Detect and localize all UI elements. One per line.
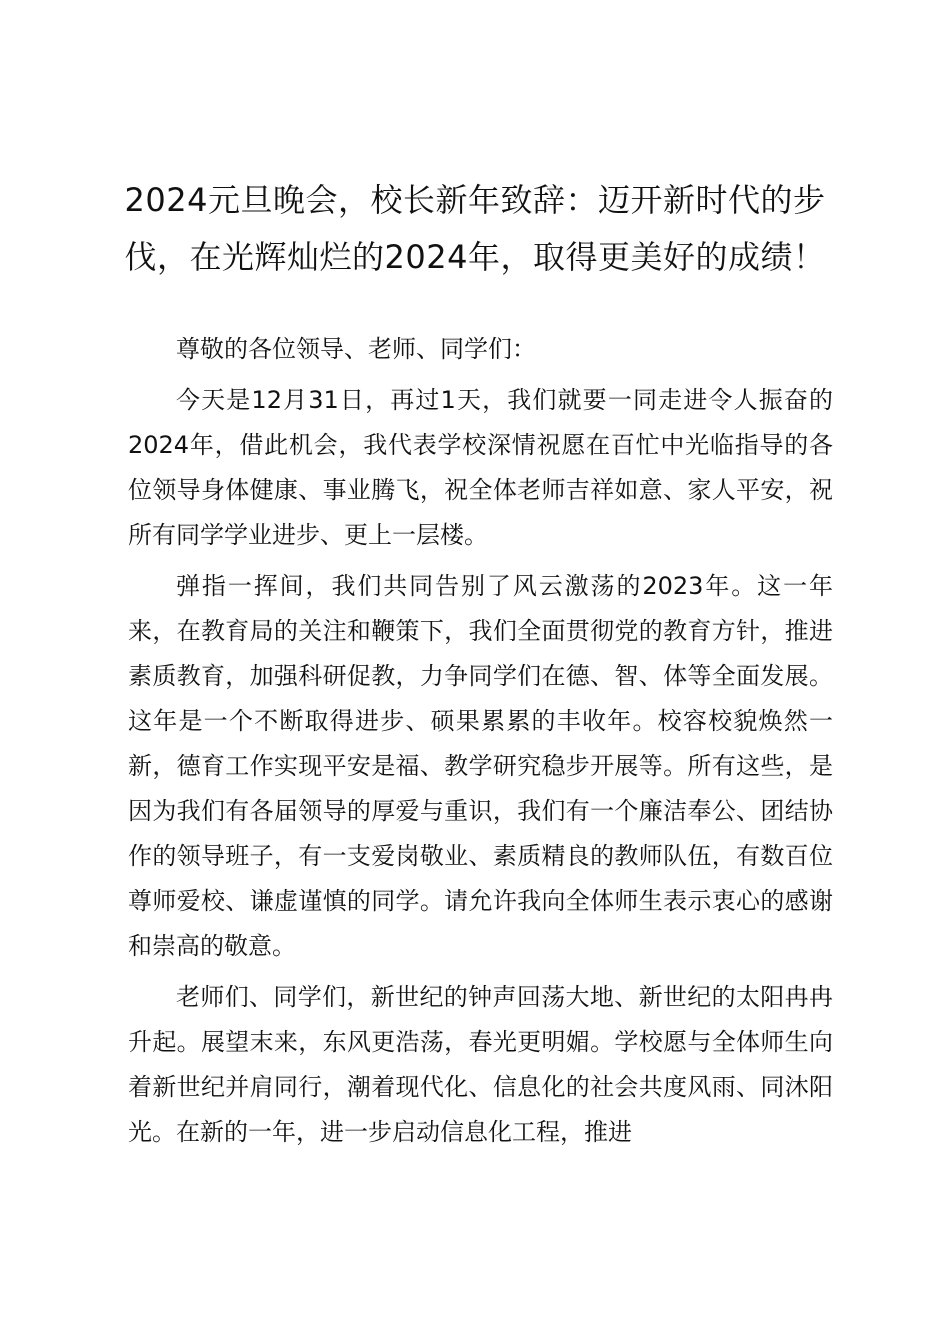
paragraph-2: 弹指一挥间，我们共同告别了风云激荡的2023年。这一年来，在教育局的关注和鞭策下，我们全面贯彻党的教育方针，推进素质教育，加强科研促教，力争同学们在德、智、体等全面发展。这年是一个不断取得进步、硕果累累的丰收年。校容校貌焕然一新，德育工作实现平安是福、教学研究稳步开展等。所有这些，是因为我们有各届领导的厚爱与重识，我们有一个廉洁奉公、团结协作的领导班子，有一支爱岗敬业、素质精良的教师队伍，有数百位尊师爱校、谦虚谨慎的同学。请允许我向全体师生表示衷心的感谢和崇高的敬意。	[128, 572, 833, 960]
paragraph-1: 今天是12月31日，再过1天，我们就要一同走进令人振奋的2024年，借此机会，我代表学校深情祝愿在百忙中光临指导的各位领导身体健康、事业腾飞，祝全体老师吉祥如意、家人平安，祝所有同学学业进步、更上一层楼。	[128, 386, 833, 549]
document-body	[128, 327, 833, 1161]
document-title: 2024元旦晚会，校长新年致辞：迈开新时代的步伐，在光辉灿烂的2024年，取得更美好的成绩！	[124, 181, 826, 276]
salutation: 尊敬的各位领导、老师、同学们：	[176, 335, 536, 363]
paragraph-3: 老师们、同学们，新世纪的钟声回荡大地、新世纪的太阳冉冉升起。展望末来，东风更浩荡，春光更明媚。学校愿与全体师生向着新世纪并肩同行，潮着现代化、信息化的社会共度风雨、同沐阳光。在新的一年，进一步启动信息化工程，推进	[128, 983, 833, 1146]
